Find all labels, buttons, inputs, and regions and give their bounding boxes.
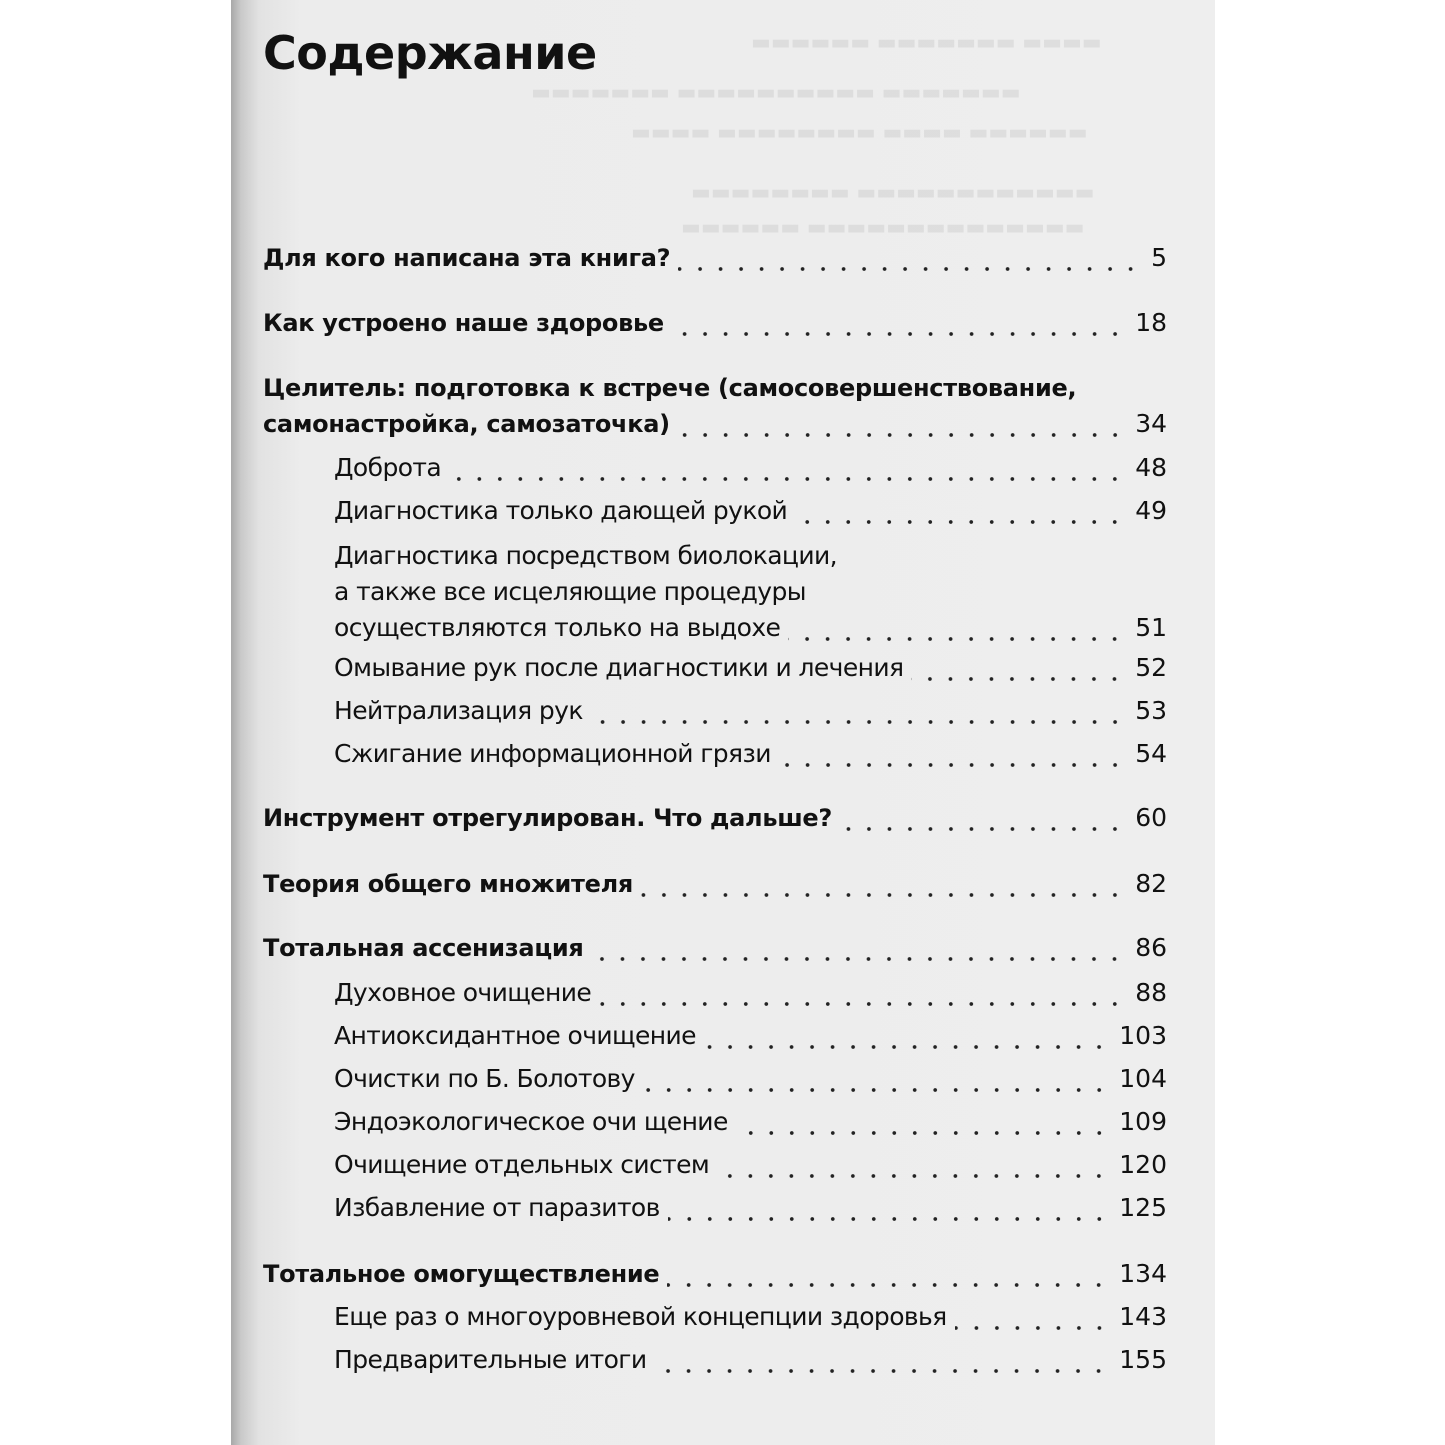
toc-title: самонастройка, самозаточка) <box>263 410 670 438</box>
toc-line <box>334 736 1167 772</box>
toc-section <box>334 1190 1167 1226</box>
toc-chapter <box>263 800 1167 836</box>
table-of-contents <box>231 0 1215 1445</box>
page-number: 109 <box>1119 1107 1167 1136</box>
page-number: 51 <box>1135 613 1167 642</box>
page-number: 54 <box>1135 739 1167 768</box>
toc-line <box>263 930 1167 966</box>
dot-leader <box>788 610 1125 646</box>
dot-leader <box>779 736 1125 772</box>
page-number: 18 <box>1135 308 1167 337</box>
toc-line <box>263 406 1167 442</box>
bleed-through-text: ▬▬▬▬▬▬▬ ▬▬▬▬▬▬▬▬▬▬ ▬▬▬▬▬▬▬ <box>531 80 1021 104</box>
page-number: 60 <box>1135 803 1167 832</box>
dot-leader <box>795 493 1125 529</box>
toc-title: Инструмент отрегулирован. Что дальше? <box>263 804 832 832</box>
toc-section <box>334 975 1167 1011</box>
toc-line <box>334 1147 1167 1183</box>
toc-line <box>334 975 1167 1011</box>
page-number: 104 <box>1119 1064 1167 1093</box>
toc-line <box>334 1061 1167 1097</box>
toc-line <box>263 866 1167 902</box>
page-number: 5 <box>1151 243 1167 272</box>
toc-title: Духовное очищение <box>334 978 592 1007</box>
page-number: 103 <box>1119 1021 1167 1050</box>
dot-leader <box>599 975 1125 1011</box>
toc-title: Как устроено наше здоровье <box>263 309 664 337</box>
toc-section <box>334 1147 1167 1183</box>
toc-title: Очищение отдельных систем <box>334 1150 710 1179</box>
dot-leader <box>654 1342 1109 1378</box>
page-title: Содержание <box>263 26 597 80</box>
toc-section <box>334 693 1167 729</box>
toc-title: Нейтрализация рук <box>334 696 583 725</box>
toc-title: Теория общего множителя <box>263 870 633 898</box>
toc-title: Еще раз о многоуровневой концепции здоровья <box>334 1302 947 1331</box>
dot-leader <box>911 650 1125 686</box>
book-page <box>231 0 1215 1445</box>
dot-leader <box>840 800 1125 836</box>
page-number: 134 <box>1119 1259 1167 1288</box>
bleed-through-text: ▬▬▬▬ ▬▬▬▬▬▬▬▬ ▬▬▬▬ ▬▬▬▬▬▬ <box>631 120 1088 144</box>
page-number: 125 <box>1119 1193 1167 1222</box>
toc-line <box>263 240 1167 276</box>
toc-section <box>334 1104 1167 1140</box>
page-number: 52 <box>1135 653 1167 682</box>
dot-leader <box>672 305 1125 341</box>
toc-title: Избавление от паразитов <box>334 1193 660 1222</box>
dot-leader <box>704 1018 1109 1054</box>
toc-section <box>334 493 1167 529</box>
toc-line <box>263 370 1167 406</box>
toc-chapter <box>263 866 1167 902</box>
bleed-through-text: ▬▬▬▬▬▬ ▬▬▬▬▬▬▬▬▬▬▬▬▬▬ <box>681 215 1085 239</box>
toc-title: Тотальная ассенизация <box>263 934 584 962</box>
page-number: 86 <box>1135 933 1167 962</box>
toc-title: Предварительные итоги <box>334 1345 647 1374</box>
toc-line <box>263 305 1167 341</box>
toc-section <box>334 650 1167 686</box>
toc-title: Диагностика посредством биолокации, <box>334 541 837 570</box>
toc-title: осуществляются только на выдохе <box>334 613 781 642</box>
toc-title: Целитель: подготовка к встрече (самосовершенствование, <box>263 374 1077 402</box>
toc-title: Эндоэкологическое очи щение <box>334 1107 728 1136</box>
dot-leader <box>643 1061 1109 1097</box>
dot-leader <box>641 866 1125 902</box>
dot-leader <box>667 1256 1109 1292</box>
toc-title: а также все исцеляющие процедуры <box>334 577 806 606</box>
toc-chapter <box>263 305 1167 341</box>
toc-line <box>263 1256 1167 1292</box>
toc-chapter <box>263 1256 1167 1292</box>
toc-chapter <box>263 240 1167 276</box>
toc-line <box>334 610 1167 646</box>
toc-title: Диагностика только дающей рукой <box>334 496 788 525</box>
toc-section <box>334 1061 1167 1097</box>
toc-line <box>334 493 1167 529</box>
dot-leader <box>955 1299 1110 1335</box>
toc-line <box>334 450 1167 486</box>
dot-leader <box>717 1147 1109 1183</box>
dot-leader <box>449 450 1125 486</box>
toc-line <box>334 1104 1167 1140</box>
toc-title: Для кого написана эта книга? <box>263 244 671 272</box>
bleed-through-text: ▬▬▬▬▬▬ ▬▬▬▬▬▬▬ ▬▬▬▬ <box>751 30 1102 54</box>
toc-line <box>334 574 1167 610</box>
dot-leader <box>591 930 1125 966</box>
toc-title: Доброта <box>334 453 442 482</box>
dot-leader <box>678 240 1141 276</box>
toc-line <box>334 1190 1167 1226</box>
page-number: 48 <box>1135 453 1167 482</box>
toc-title: Тотальное омогуществление <box>263 1260 660 1288</box>
toc-line <box>334 1299 1167 1335</box>
toc-line <box>334 538 1167 574</box>
toc-section <box>334 450 1167 486</box>
toc-section <box>334 1018 1167 1054</box>
toc-section <box>334 736 1167 772</box>
dot-leader <box>668 1190 1110 1226</box>
toc-title: Антиоксидантное очищение <box>334 1021 696 1050</box>
page-number: 143 <box>1119 1302 1167 1331</box>
toc-chapter <box>263 930 1167 966</box>
toc-title: Омывание рук после диагностики и лечения <box>334 653 904 682</box>
page-number: 53 <box>1135 696 1167 725</box>
toc-line <box>334 1018 1167 1054</box>
dot-leader <box>678 406 1125 442</box>
page-number: 120 <box>1119 1150 1167 1179</box>
dot-leader <box>736 1104 1110 1140</box>
toc-section <box>334 1342 1167 1378</box>
toc-section <box>334 1299 1167 1335</box>
toc-chapter <box>263 370 1167 442</box>
page-number: 155 <box>1119 1345 1167 1374</box>
toc-title: Сжигание информационной грязи <box>334 739 771 768</box>
toc-line <box>263 800 1167 836</box>
page-number: 88 <box>1135 978 1167 1007</box>
toc-title: Очистки по Б. Болотову <box>334 1064 635 1093</box>
toc-line <box>334 650 1167 686</box>
bleed-through-text: ▬▬▬▬▬▬▬▬ ▬▬▬▬▬▬▬▬▬▬▬▬ <box>691 180 1095 204</box>
toc-line <box>334 693 1167 729</box>
toc-section <box>334 538 1167 646</box>
dot-leader <box>591 693 1125 729</box>
page-number: 82 <box>1135 869 1167 898</box>
toc-line <box>334 1342 1167 1378</box>
page-number: 34 <box>1135 409 1167 438</box>
page-number: 49 <box>1135 496 1167 525</box>
